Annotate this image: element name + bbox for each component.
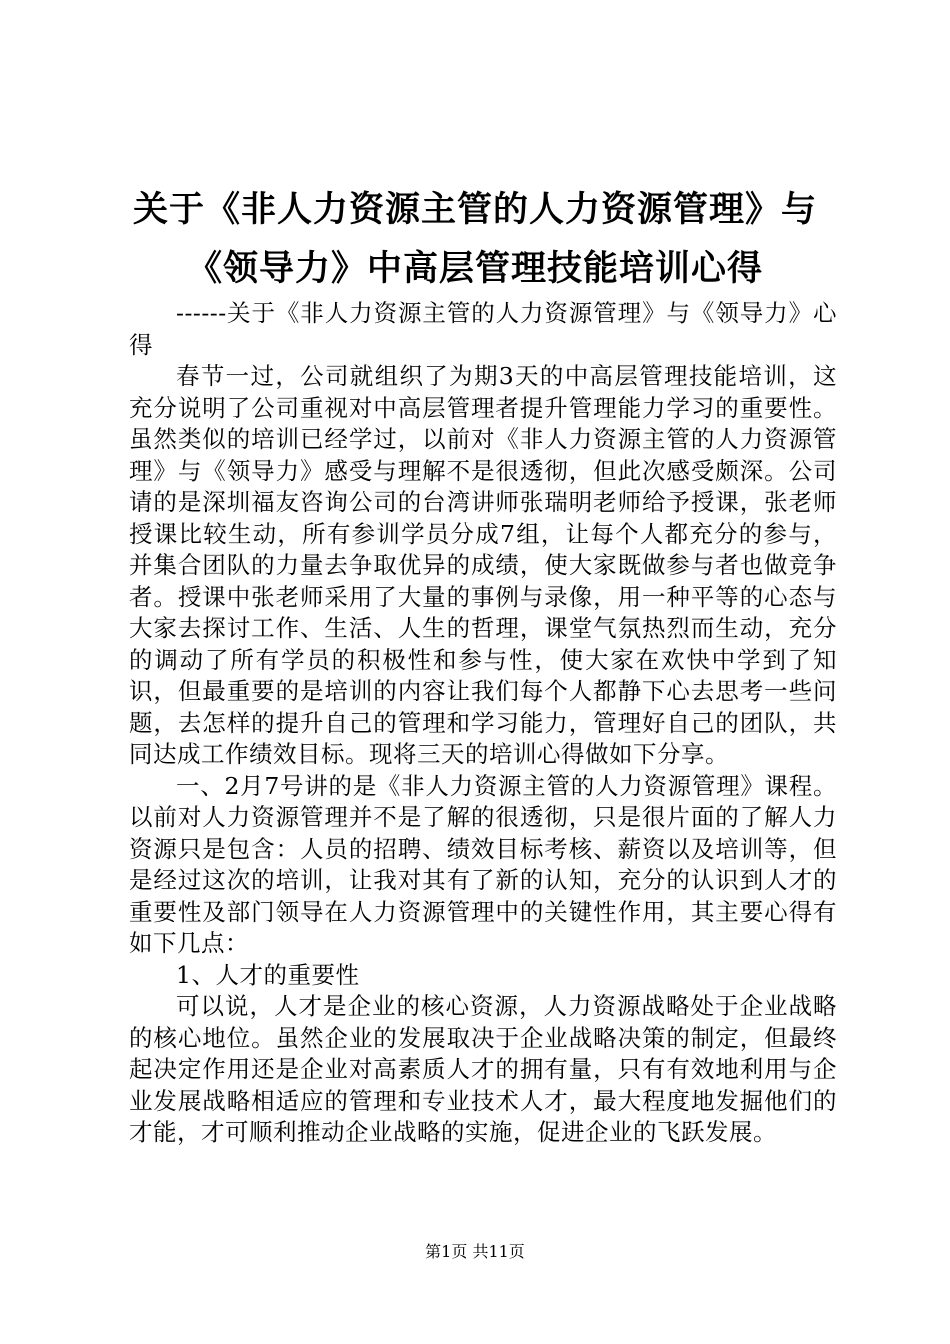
section-one-paragraph: 一、2月7号讲的是《非人力资源主管的人力资源管理》课程。以前对人力资源管理并不是了解的很透彻，只是很片面的了解人力资源只是包含：人员的招聘、绩效目标考核、薪资以及培训等，但是经过这次的培训，让我对其有了新的认知，充分的认识到人才的重要性及部门领导在人力资源管理中的关键性作用，其主要心得有如下几点： (129, 771, 837, 957)
subsection-heading: 1、人才的重要性 (176, 960, 360, 989)
subtitle-paragraph: ------关于《非人力资源主管的人力资源管理》与《领导力》心得 (129, 299, 837, 359)
document-body (129, 298, 837, 1149)
talent-paragraph: 可以说，人才是企业的核心资源，人力资源战略处于企业战略的核心地位。虽然企业的发展取决于企业战略决策的制定，但最终起决定作用还是企业对高素质人才的拥有量，只有有效地利用与企业发展战略相适应的管理和专业技术人才，最大程度地发掘他们的才能，才可顺利推动企业战略的实施，促进企业的飞跃发展。 (129, 992, 837, 1146)
intro-paragraph: 春节一过，公司就组织了为期3天的中高层管理技能培训，这充分说明了公司重视对中高层管理者提升管理能力学习的重要性。虽然类似的培训已经学过，以前对《非人力资源主管的人力资源管理》与《领导力》感受与理解不是很透彻，但此次感受颇深。公司请的是深圳福友咨询公司的台湾讲师张瑞明老师给予授课，张老师授课比较生动，所有参训学员分成7组，让每个人都充分的参与，并集合团队的力量去争取优异的成绩，使大家既做参与者也做竞争者。授课中张老师采用了大量的事例与录像，用一种平等的心态与大家去探讨工作、生活、人生的哲理，课堂气氛热烈而生动，充分的调动了所有学员的积极性和参与性，使大家在欢快中学到了知识，但最重要的是培训的内容让我们每个人都静下心去思考一些问题，去怎样的提升自己的管理和学习能力，管理好自己的团队，共同达成工作绩效目标。现将三天的培训心得做如下分享。 (129, 362, 837, 768)
document-title-line-1: 关于《非人力资源主管的人力资源管理》与 (132, 190, 817, 230)
document-title-line-2: 《领导力》中高层管理技能培训心得 (186, 249, 763, 289)
page-footer: 第1页 共11页 (425, 1242, 525, 1261)
